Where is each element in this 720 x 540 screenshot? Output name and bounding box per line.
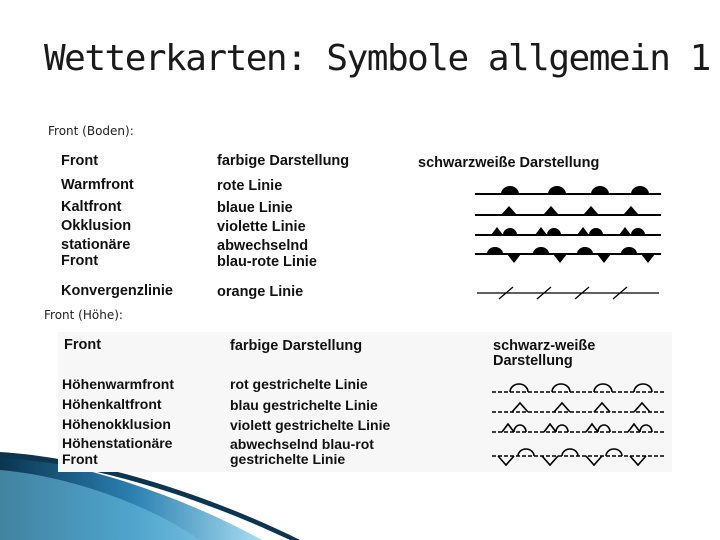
- section-label-boden: Front (Boden):: [48, 124, 134, 138]
- stationary-front-icon: [473, 244, 663, 270]
- convergence-line-icon: [475, 285, 661, 301]
- warm-front-icon: [473, 182, 663, 196]
- header-front: Front: [61, 153, 99, 169]
- occlusion-icon: [473, 223, 663, 237]
- row-front-name-2: Front: [61, 253, 99, 269]
- row-front-name: Höhenokklusion: [62, 416, 171, 432]
- upper-warm-front-icon: [490, 380, 666, 396]
- row-front-name: Okklusion: [61, 218, 132, 234]
- boden-table: [55, 148, 685, 308]
- header-bw: schwarz-weiße: [493, 338, 596, 354]
- upper-occlusion-icon: [490, 420, 666, 436]
- header-color: farbige Darstellung: [217, 153, 350, 169]
- row-front-name: Konvergenzlinie: [61, 283, 173, 299]
- row-color-desc: violette Linie: [217, 219, 306, 235]
- header-bw-2: Darstellung: [493, 353, 573, 369]
- header-bw: schwarzweiße Darstellung: [418, 155, 600, 171]
- row-color-desc: rote Linie: [217, 178, 283, 194]
- row-color-desc-2: gestrichelte Linie: [230, 451, 346, 467]
- row-color-desc: orange Linie: [217, 284, 304, 300]
- row-front-name: Kaltfront: [61, 199, 122, 215]
- hoehe-table: [58, 332, 672, 472]
- row-color-desc: violett gestrichelte Linie: [230, 417, 391, 433]
- cold-front-icon: [473, 203, 663, 217]
- slide-title: Wetterkarten: Symbole allgemein 1: [44, 38, 710, 79]
- row-color-desc: blaue Linie: [217, 200, 293, 216]
- row-front-name: Höhenwarmfront: [62, 376, 174, 392]
- row-front-name: stationäre: [61, 237, 131, 253]
- section-label-hoehe: Front (Höhe):: [44, 308, 123, 322]
- row-color-desc: abwechselnd blau-rot: [230, 436, 374, 452]
- row-front-name-2: Front: [62, 451, 98, 467]
- row-front-name: Warmfront: [61, 177, 134, 193]
- upper-stationary-front-icon: [490, 446, 666, 470]
- row-color-desc: blau gestrichelte Linie: [230, 397, 378, 413]
- row-color-desc: rot gestrichelte Linie: [230, 376, 368, 392]
- row-front-name: Höhenkaltfront: [62, 396, 162, 412]
- row-color-desc-2: blau-rote Linie: [217, 254, 317, 270]
- upper-cold-front-icon: [490, 400, 666, 416]
- row-color-desc: abwechselnd: [217, 238, 309, 254]
- header-front: Front: [64, 337, 102, 353]
- header-color: farbige Darstellung: [230, 338, 363, 354]
- row-front-name: Höhenstationäre: [62, 435, 173, 451]
